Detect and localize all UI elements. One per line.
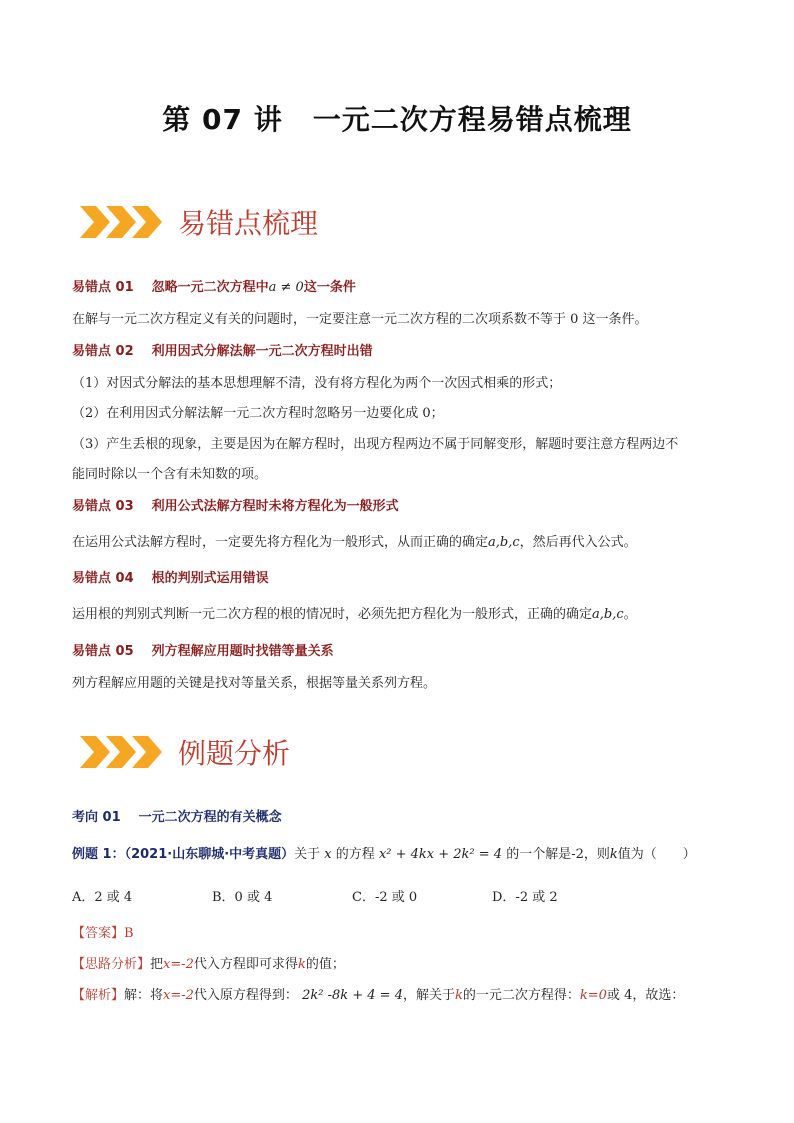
section-header-examples [80, 730, 290, 774]
point-item: （3）产生丢根的现象，主要是因为在解方程时，出现方程两边不属于同解变形，解题时要注意方程两边不 [72, 437, 679, 452]
lecture-topic: 一元二次方程易错点梳理 [312, 103, 632, 136]
lecture-number: 第 07 讲 [162, 103, 283, 136]
point-body-04: 运用根的判别式判断一元二次方程的根的情况时，必须先把方程化为一般形式，正确的确定a,b,c。 [72, 607, 637, 622]
section-title: 例题分析 [178, 737, 291, 770]
point-body-01: 在解与一元二次方程定义有关的问题时，一定要注意一元二次方程的二次项系数不等于 0 这一条件。 [72, 312, 648, 327]
point-body-05: 列方程解应用题的关键是找对等量关系，根据等量关系列方程。 [72, 676, 437, 691]
point-heading-04: 易错点 04 根的判别式运用错误 [72, 571, 269, 586]
example-question: 例题 1：（2021·山东聊城·中考真题）关于 x 的方程 x² + 4kx + 2k² = 4 的一个解是-2，则k值为（ ） [72, 847, 696, 862]
answer-line: 【答案】B [72, 926, 134, 941]
point-heading-01: 易错点 01 忽略一元二次方程中a ≠ 0这一条件 [72, 280, 356, 295]
page-title [0, 98, 794, 138]
section-header-error-points [80, 200, 318, 244]
point-item: （1）对因式分解法的基本思想理解不清，没有将方程化为两个一次因式相乘的形式； [72, 376, 562, 391]
option-c: C．-2 或 0 [352, 890, 418, 905]
chevron-arrows-icon [80, 204, 164, 240]
point-body-03: 在运用公式法解方程时，一定要先将方程化为一般形式，从而正确的确定a,b,c，然后再代入公式。 [72, 535, 637, 550]
point-heading-03: 易错点 03 利用公式法解方程时未将方程化为一般形式 [72, 499, 399, 514]
point-item: 能同时除以一个含有未知数的项。 [72, 467, 268, 482]
point-heading-02: 易错点 02 利用因式分解法解一元二次方程时出错 [72, 344, 373, 359]
point-item: （2）在利用因式分解法解一元二次方程时忽略另一边要化成 0； [72, 406, 444, 421]
analysis-line: 【思路分析】把x=-2代入方程即可求得k的值； [72, 957, 345, 972]
direction-heading: 考向 01 一元二次方程的有关概念 [72, 810, 282, 825]
example-options [72, 888, 734, 908]
chevron-arrows-icon [80, 734, 164, 770]
point-heading-05: 易错点 05 列方程解应用题时找错等量关系 [72, 644, 334, 659]
section-title: 易错点梳理 [178, 207, 319, 240]
option-b: B．0 或 4 [212, 890, 273, 905]
solution-line: 【解析】解：将x=-2代入原方程得到： 2k² -8k + 4 = 4，解关于k的一元二次方程得：k=0或 4，故选： [72, 988, 685, 1003]
option-a: A．2 或 4 [72, 890, 133, 905]
option-d: D．-2 或 2 [492, 890, 558, 905]
